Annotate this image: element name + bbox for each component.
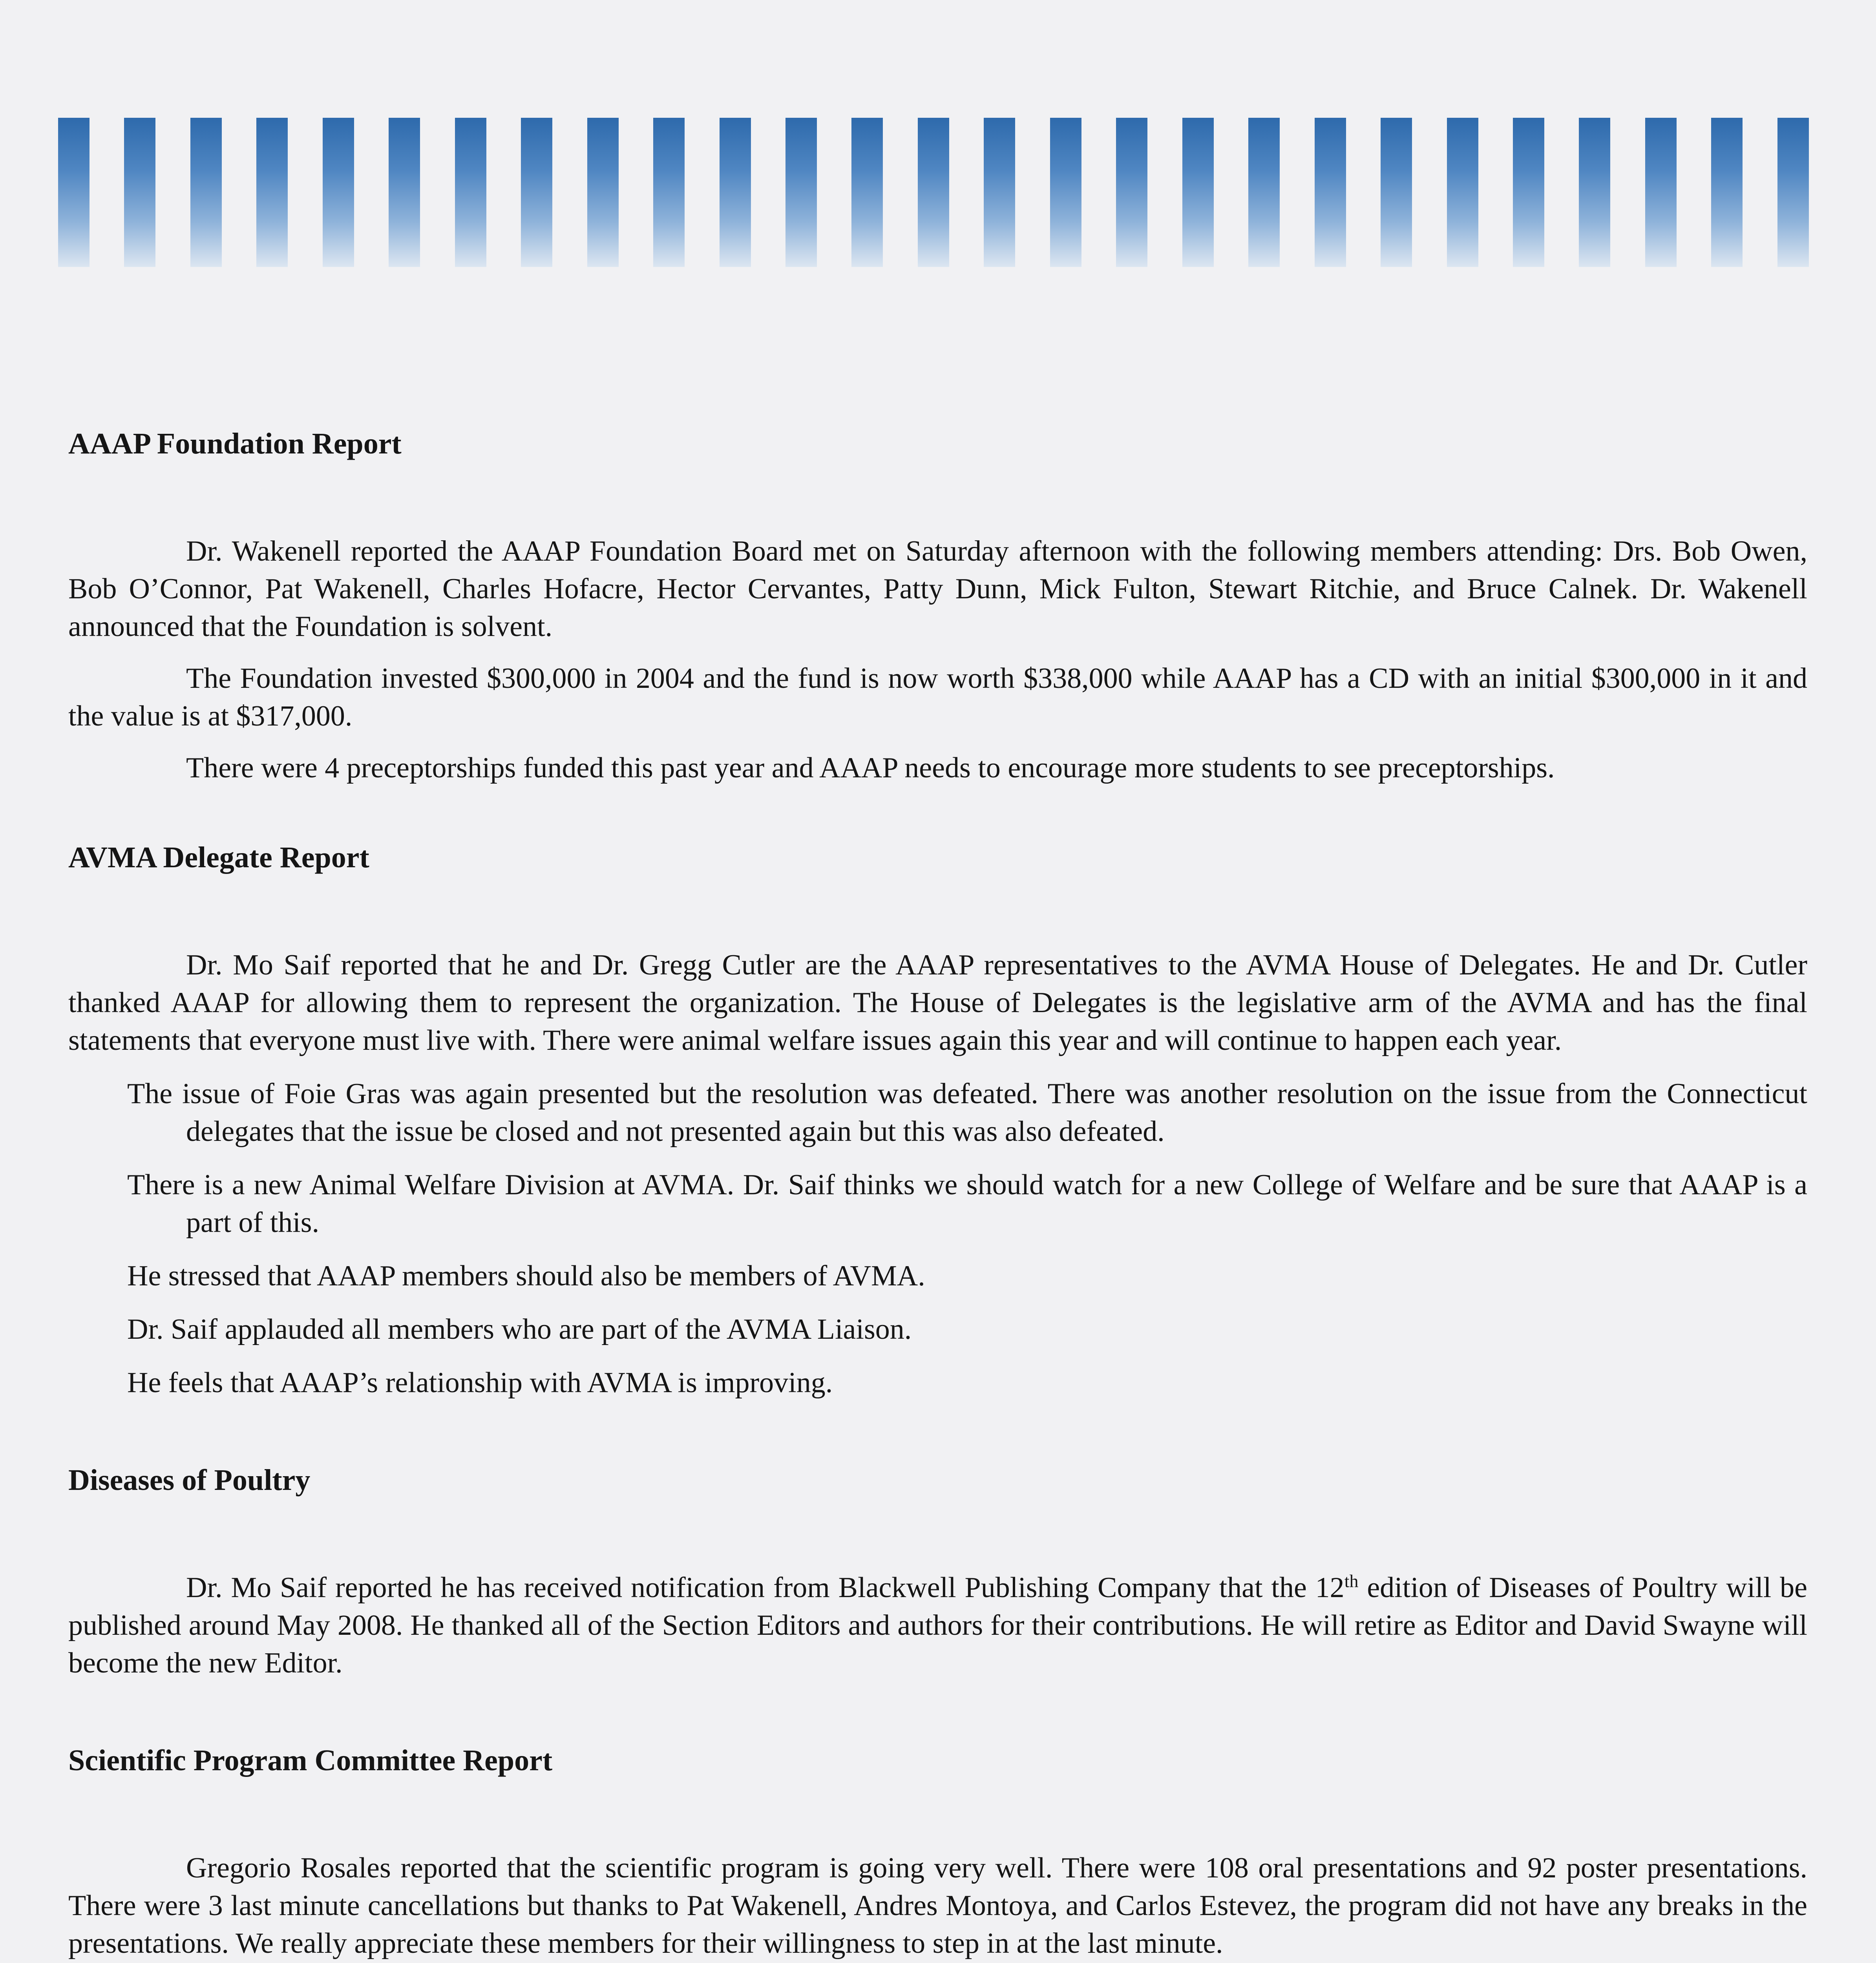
stripe (323, 118, 354, 267)
stripe (1513, 118, 1544, 267)
paragraph: The issue of Foie Gras was again presented but the resolution was defeated. There was another resolution on the issue from the Connecticut delegates that the issue be closed and not presented again but this was also defeated. (127, 1078, 1807, 1148)
paragraph-text: edition of Diseases of Poultry will be published around May 2008. He thanked all of the Section Editors and authors for their contributions. He will retire as Editor and David Swayne will become the new Editor. (68, 1572, 1807, 1679)
ordinal-suffix: th (1344, 1571, 1359, 1591)
header-stripe-band (58, 118, 1809, 267)
paragraph: He feels that AAAP’s relationship with AVMA is improving. (127, 1367, 833, 1399)
stripe (124, 118, 155, 267)
stripe (1447, 118, 1478, 267)
stripe (1116, 118, 1147, 267)
stripe (58, 118, 90, 267)
stripe (851, 118, 883, 267)
stripe (190, 118, 222, 267)
stripe (720, 118, 751, 267)
paragraph: The Foundation invested $300,000 in 2004 and the fund is now worth $338,000 while AAAP has a CD with an initial $300,000 in it and the value is at $317,000. (68, 662, 1807, 732)
stripe (1182, 118, 1214, 267)
paragraph: Dr. Saif applauded all members who are part of the AVMA Liaison. (127, 1313, 912, 1345)
stripe (1381, 118, 1412, 267)
stripe (1777, 118, 1809, 267)
paragraph-text: Dr. Mo Saif reported he has received notification from Blackwell Publishing Company that the 12 (186, 1572, 1344, 1604)
stripe (1248, 118, 1280, 267)
document-body (68, 424, 1807, 1963)
section-heading-foundation: AAAP Foundation Report (68, 427, 402, 460)
section-heading-diseases: Diseases of Poultry (68, 1464, 311, 1497)
stripe (256, 118, 288, 267)
stripe (653, 118, 685, 267)
stripe (918, 118, 949, 267)
section-heading-scientific: Scientific Program Committee Report (68, 1744, 553, 1777)
paragraph: Gregorio Rosales reported that the scientific program is going very well. There were 108 oral presentations and 92 poster presentations. There were 3 last minute cancellations but thanks to Pat Wakenell, Andres Montoya, and Carlos Estevez, the program did not have any breaks in the presentations. We really appreciate these members for their willingness to step in at the last minute. (68, 1852, 1807, 1959)
paragraph: Dr. Mo Saif reported that he and Dr. Gregg Cutler are the AAAP representatives to the AVMA House of Delegates. He and Dr. Cutler thanked AAAP for allowing them to represent the organization. The House of Delegates is the legislative arm of the AVMA and has the final statements that everyone must live with. There were animal welfare issues again this year and will continue to happen each year. (68, 949, 1807, 1056)
paragraph: There were 4 preceptorships funded this past year and AAAP needs to encourage more students to see preceptorships. (186, 752, 1555, 784)
paragraph: Dr. Wakenell reported the AAAP Foundation Board met on Saturday afternoon with the following members attending: Drs. Bob Owen, Bob O’Connor, Pat Wakenell, Charles Hofacre, Hector Cervantes, Patty Dunn, Mick Fulton, Stewart Ritchie, and Bruce Calnek. Dr. Wakenell announced that the Foundation is solvent. (68, 535, 1807, 643)
stripe (389, 118, 420, 267)
stripe (455, 118, 486, 267)
paragraph: He stressed that AAAP members should also be members of AVMA. (127, 1260, 925, 1292)
stripe (785, 118, 817, 267)
stripe (1050, 118, 1081, 267)
stripe (1315, 118, 1346, 267)
stripe (587, 118, 619, 267)
stripe (1645, 118, 1677, 267)
paragraph (68, 1569, 1807, 1682)
paragraph: There is a new Animal Welfare Division at AVMA. Dr. Saif thinks we should watch for a new College of Welfare and be sure that AAAP is a part of this. (127, 1169, 1807, 1239)
section-heading-avma: AVMA Delegate Report (68, 841, 369, 874)
stripe (1711, 118, 1743, 267)
stripe (1579, 118, 1610, 267)
stripe (984, 118, 1015, 267)
stripe (521, 118, 552, 267)
